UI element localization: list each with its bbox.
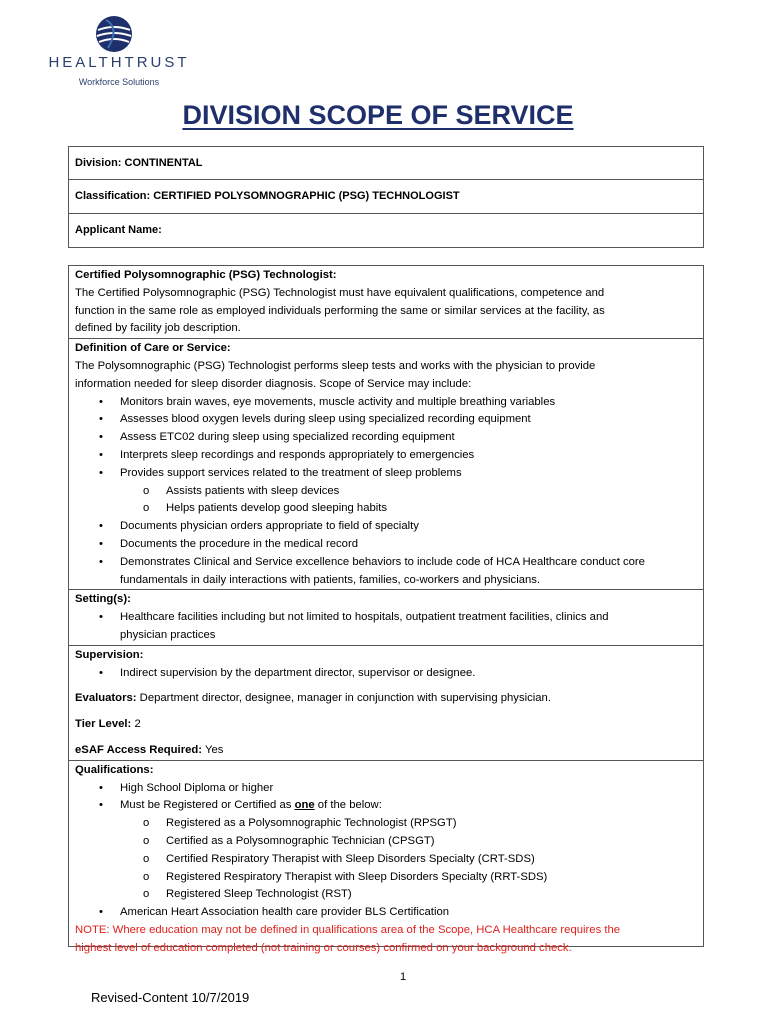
sub-bullet-item: o Registered Respiratory Therapist with Sleep Disorders Specialty (RRT-SDS) xyxy=(75,869,697,887)
page-number: 1 xyxy=(400,971,407,983)
care-heading: Definition of Care or Service: xyxy=(75,342,231,355)
healthtrust-logo xyxy=(44,14,194,94)
sub-bullet-item: o Helps patients develop good sleeping habits xyxy=(75,500,697,518)
esaf-line: eSAF Access Required: Yes xyxy=(75,743,224,756)
bullet-item: • Must be Registered or Certified as one of the below: xyxy=(75,797,697,815)
note-line: highest level of education completed (not training or courses) confirmed on your background check. xyxy=(75,941,572,954)
technologist-heading: Certified Polysomnographic (PSG) Technologist: xyxy=(75,269,337,281)
bullet-item: • Indirect supervision by the department director, supervisor or designee. xyxy=(75,665,697,683)
sub-bullet-item: o Registered Sleep Technologist (RST) xyxy=(75,886,697,904)
text-line: The Certified Polysomnographic (PSG) Technologist must have equivalent qualifications, competence and xyxy=(75,286,605,299)
tier-level-line: Tier Level: 2 xyxy=(75,718,141,731)
sub-bullet-item: o Registered as a Polysomnographic Technologist (RPSGT) xyxy=(75,815,697,833)
bullet-item: • Assess ETC02 during sleep using specialized recording equipment xyxy=(75,429,697,447)
supervision-section xyxy=(69,646,703,760)
applicant-name-field: Applicant Name: xyxy=(75,224,162,236)
logo-name: HEALTHTRUST xyxy=(48,54,190,71)
page-title: DIVISION SCOPE OF SERVICE xyxy=(182,100,574,130)
classification-field: Classification: CERTIFIED POLYSOMNOGRAPHIC (PSG) TECHNOLOGIST xyxy=(69,180,703,214)
text-line: The Polysomnographic (PSG) Technologist performs sleep tests and works with the physician to provide xyxy=(75,359,596,372)
header-box xyxy=(68,146,704,248)
text-line: information needed for sleep disorder diagnosis. Scope of Service may include: xyxy=(75,377,472,390)
qualifications-heading: Qualifications: xyxy=(75,763,154,776)
bullet-item: • Assesses blood oxygen levels during sleep using specialized recording equipment xyxy=(75,411,697,429)
text-line: defined by facility job description. xyxy=(75,322,241,335)
supervision-heading: Supervision: xyxy=(75,648,144,661)
logo-subtitle: Workforce Solutions xyxy=(78,77,160,87)
settings-heading: Setting(s): xyxy=(75,593,131,606)
bullet-item: • Demonstrates Clinical and Service excellence behaviors to include code of HCA Healthcare conduct core xyxy=(75,554,697,572)
scope-details-box xyxy=(68,265,704,954)
qualifications-section xyxy=(69,760,703,958)
text-line: function in the same role as employed individuals performing the same or similar services at the facility, as xyxy=(75,304,605,317)
revised-date: Revised-Content 10/7/2019 xyxy=(91,990,250,1005)
technologist-section xyxy=(69,266,703,339)
note-line: NOTE: Where education may not be defined in qualifications area of the Scope, HCA Healthcare requires the xyxy=(75,923,621,936)
bullet-item: • Interprets sleep recordings and responds appropriately to emergencies xyxy=(75,447,697,465)
globe-logo-icon xyxy=(94,14,134,54)
bullet-continuation: fundamentals in daily interactions with patients, families, co-workers and physicians. xyxy=(120,573,541,586)
settings-section xyxy=(69,590,703,645)
bullet-item: • American Heart Association health care provider BLS Certification xyxy=(75,904,697,922)
sub-bullet-item: o Certified Respiratory Therapist with Sleep Disorders Specialty (CRT-SDS) xyxy=(75,851,697,869)
bullet-item: • Provides support services related to the treatment of sleep problems xyxy=(75,465,697,483)
bullet-item: • Documents physician orders appropriate to field of specialty xyxy=(75,518,697,536)
bullet-item: • Healthcare facilities including but not limited to hospitals, outpatient treatment facilities, clinics and xyxy=(75,609,697,627)
sub-bullet-item: o Assists patients with sleep devices xyxy=(75,483,697,501)
care-section xyxy=(69,339,703,590)
sub-bullet-item: o Certified as a Polysomnographic Technician (CPSGT) xyxy=(75,833,697,851)
bullet-continuation: physician practices xyxy=(120,628,216,641)
bullet-item: • High School Diploma or higher xyxy=(75,780,697,798)
evaluators-line: Evaluators: Department director, designee, manager in conjunction with supervising physician. xyxy=(75,692,551,705)
division-field: Division: CONTINENTAL xyxy=(69,147,703,180)
bullet-item: • Documents the procedure in the medical record xyxy=(75,536,697,554)
bullet-item: • Monitors brain waves, eye movements, muscle activity and multiple breathing variables xyxy=(75,394,697,412)
